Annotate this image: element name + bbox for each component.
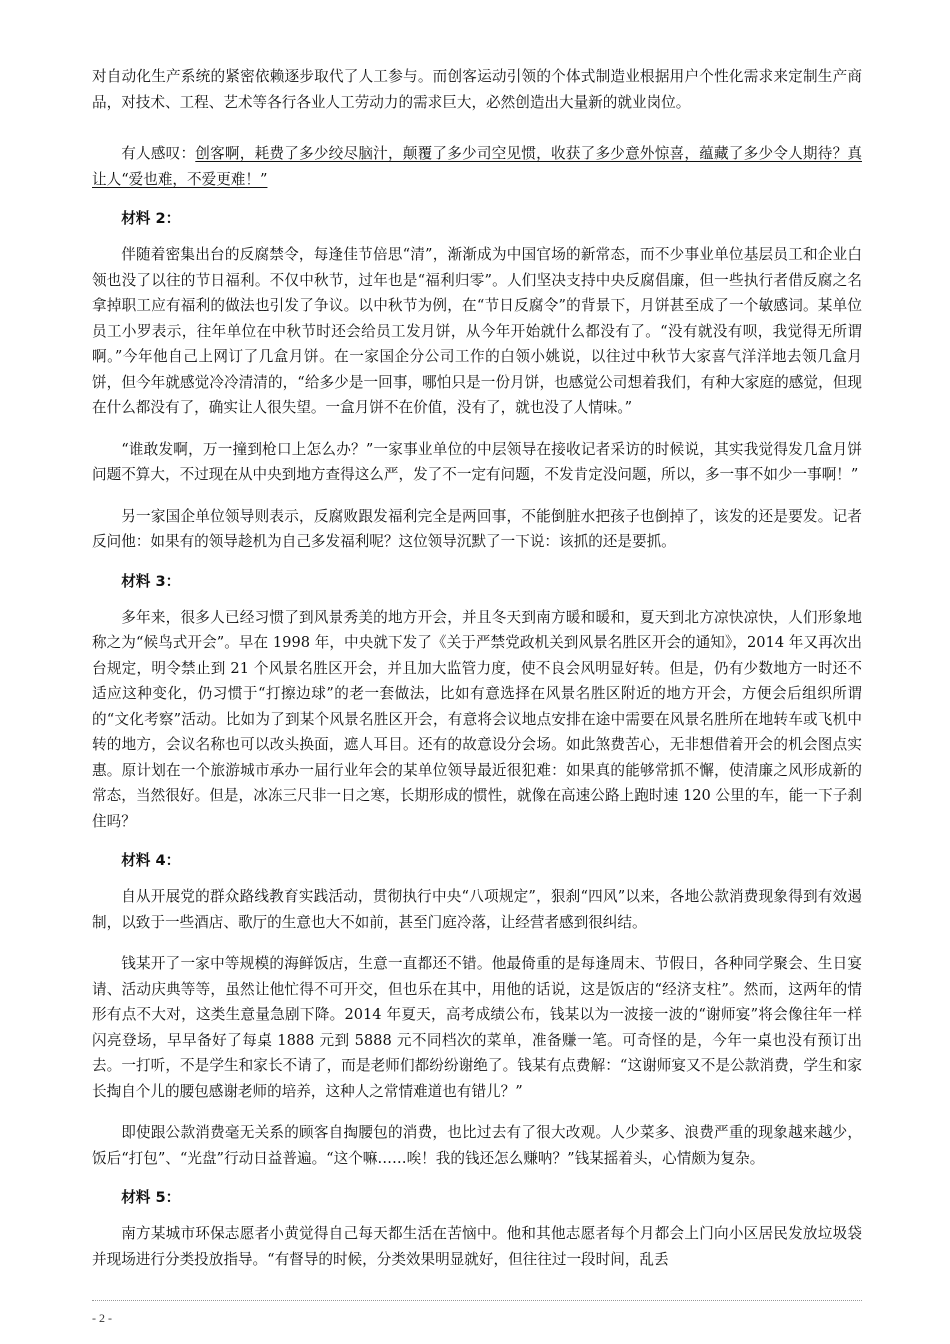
material-5-paragraph-1: 南方某城市环保志愿者小黄觉得自己每天都生活在苦恼中。他和其他志愿者每个月都会上门向小区居民发放垃圾袋并现场进行分类投放指导。“有督导的时候，分类效果明显就好，但往往过一段时间，乱丢: [92, 1225, 862, 1268]
quote-prefix: 有人感叹：: [121, 145, 196, 162]
material-4-paragraph-2: 钱某开了一家中等规模的海鲜饭店，生意一直都还不错。他最倚重的是每逢周末、节假日，各种同学聚会、生日宴请、活动庆典等等，虽然让他忙得不可开交，但也乐在其中，用他的话说，这是饭店的“经济支柱”。然而，这两年的情形有点不大对，这类生意量急剧下降。2014 年夏天，高考成绩公布，钱某以为一波接一波的“谢师宴”将会像往年一样闪亮登场，早早备好了每桌 1888 元到 5888 元不同档次的菜单，准备赚一笔。可奇怪的是，今年一桌也没有预订出去。一打听，不是学生和家长不请了，而是老师们都纷纷谢绝了。钱某有点费解：“这谢师宴又不是公款消费，学生和家长掏自个儿的腰包感谢老师的培养，这种人之常情难道也有错儿？”: [92, 955, 862, 1100]
material-2-heading: 材料 2：: [121, 210, 181, 227]
material-2-paragraph-1: 伴随着密集出台的反腐禁令，每逢佳节倍思“清”，渐渐成为中国官场的新常态，而不少事业单位基层员工和企业白领也没了以往的节日福利。不仅中秋节，过年也是“福利归零”。人们坚决支持中央反腐倡廉，但一些执行者借反腐之名拿掉职工应有福利的做法也引发了争议。以中秋节为例，在“节日反腐令”的背景下，月饼甚至成了一个敏感词。某单位员工小罗表示，往年单位在中秋节时还会给员工发月饼，从今年开始就什么都没有了。“没有就没有呗，我觉得无所谓啊。”今年他自己上网订了几盒月饼。在一家国企分公司工作的白领小姚说，以往过中秋节大家喜气洋洋地去领几盒月饼，但今年就感觉冷冷清清的，“给多少是一回事，哪怕只是一份月饼，也感觉公司想着我们，有种大家庭的感觉，但现在什么都没有了，确实让人很失望。一盒月饼不在价值，没有了，就也没了人情味。”: [92, 246, 862, 416]
material-3-heading: 材料 3：: [121, 572, 181, 590]
material-4-paragraph-3: 即使跟公款消费毫无关系的顾客自掏腰包的消费，也比过去有了很大改观。人少菜多、浪费严重的现象越来越少，饭后“打包”、“光盘”行动日益普遍。“这个嘛……唉！我的钱还怎么赚呐？”钱某摇着头，心情颇为复杂。: [92, 1124, 862, 1167]
material-4-paragraph-1: 自从开展党的群众路线教育实践活动，贯彻执行中央“八项规定”，狠刹“四风”以来，各地公款消费现象得到有效遏制，以致于一些酒店、歌厅的生意也大不如前，甚至门庭冷落，让经营者感到很纠结。: [92, 888, 862, 931]
material-5-heading: 材料 5：: [121, 1189, 181, 1206]
material-4-heading: 材料 4：: [121, 852, 181, 869]
quote-paragraph: [92, 141, 862, 192]
intro-paragraph: 对自动化生产系统的紧密依赖逐步取代了人工参与。而创客运动引领的个体式制造业根据用户个性化需求来定制生产商品，对技术、工程、艺术等各行各业人工劳动力的需求巨大，必然创造出大量新的就业岗位。: [92, 68, 862, 111]
material-2-paragraph-3: 另一家国企单位领导则表示，反腐败跟发福利完全是两回事，不能倒脏水把孩子也倒掉了，该发的还是要发。记者反问他：如果有的领导趁机为自己多发福利呢？这位领导沉默了一下说：该抓的还是要抓。: [92, 507, 862, 550]
material-2-paragraph-2: “谁敢发啊，万一撞到枪口上怎么办？”一家事业单位的中层领导在接收记者采访的时候说，其实我觉得发几盒月饼问题不算大，不过现在从中央到地方查得这么严，发了不一定有问题，不发肯定没问题，所以，多一事不如少一事啊！”: [92, 440, 862, 483]
document-body: [92, 64, 862, 1288]
underlined-quote: 创客啊，耗费了多少绞尽脑汁，颠覆了多少司空见惯，收获了多少意外惊喜，蕴藏了多少令人期待？真让人“爱也难，不爱更难！”: [92, 145, 862, 188]
footer-divider: [92, 1300, 862, 1301]
material-3-paragraph-1: 多年来，很多人已经习惯了到风景秀美的地方开会，并且冬天到南方暖和暖和，夏天到北方凉快凉快，人们形象地称之为“候鸟式开会”。早在 1998 年，中央就下发了《关于严禁党政机关到风景名胜区开会的通知》，2014 年又再次出台规定，明令禁止到 21 个风景名胜区开会，并且加大监管力度，使不良会风明显好转。但是，仍有少数地方一时还不适应这种变化，仍习惯于“打擦边球”的老一套做法，比如有意选择在风景名胜区附近的地方开会，方便会后组织所谓的“文化考察”活动。比如为了到某个风景名胜区开会，有意将会议地点安排在途中需要在风景名胜所在地转车或飞机中转的地方，会议名称也可以改头换面，遮人耳目。还有的故意设分会场。如此煞费苦心，无非想借着开会的机会图点实惠。原计划在一个旅游城市承办一届行业年会的某单位领导最近很犯难：如果真的能够常抓不懈，使清廉之风形成新的常态，当然很好。但是，冰冻三尺非一日之寒，长期形成的惯性，就像在高速公路上跑时速 120 公里的车，能一下子刹住吗？: [92, 608, 862, 830]
page-number: - 2 -: [92, 1311, 112, 1325]
